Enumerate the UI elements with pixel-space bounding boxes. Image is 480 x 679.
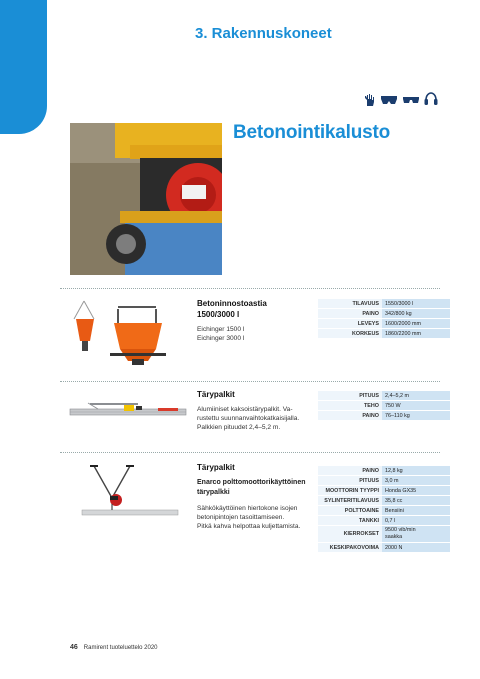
spec-table — [318, 298, 450, 339]
divider — [60, 288, 440, 289]
spec-row: PAINO 12,8 kg — [318, 466, 450, 475]
spec-table — [318, 465, 450, 553]
spec-row: PAINO 342/800 kg — [318, 309, 450, 318]
petrol-screed-photo — [80, 462, 180, 526]
chapter-tab — [0, 0, 47, 134]
spec-row: PITUUS 3,0 m — [318, 476, 450, 485]
spec-row: PAINO 76–110 kg — [318, 411, 450, 420]
ppe-icons — [364, 92, 438, 111]
page-number: 46 — [70, 644, 78, 651]
safety-goggles-icon — [380, 93, 398, 111]
screed-beam-photo — [68, 397, 188, 423]
divider — [60, 381, 440, 382]
glasses-icon — [402, 93, 420, 111]
footer-text: Ramirent tuoteluettelo 2020 — [83, 645, 158, 651]
section-title: Betonointikalusto — [233, 122, 391, 143]
concrete-saw-photo — [70, 123, 222, 275]
spec-row: KESKIPAKOVOIMA 2000 N — [318, 543, 450, 552]
product-title: Betoninnostoastia 1500/3000 l — [197, 299, 267, 319]
spec-row: PITUUS 2,4–5,2 m — [318, 391, 450, 400]
spec-row: TEHO 750 W — [318, 401, 450, 410]
concrete-bucket-photo — [70, 297, 180, 367]
spec-row: MOOTTORIN TYYPPI Honda GX35 — [318, 486, 450, 495]
spec-row: POLTTOAINE Bensiini — [318, 506, 450, 515]
divider — [60, 452, 440, 453]
product-subtitle: Enarco polttomoottorikäyttöinen tärypalkki — [197, 479, 306, 496]
page-footer — [70, 644, 158, 651]
spec-row: LEVEYS 1600/2000 mm — [318, 319, 450, 328]
product-description: Sähkökäyttöinen hiertokone isojen betonipintojen tasoittamiseen. Pitkä kahva helpottaa kuljettamista. — [197, 505, 301, 530]
product-title: Tärypalkit — [197, 463, 235, 472]
spec-table — [318, 390, 450, 421]
spec-row: TILAVUUS 1550/3000 l — [318, 299, 450, 308]
ear-protection-icon — [424, 92, 438, 111]
chapter-title: 3. Rakennuskoneet — [195, 25, 332, 42]
spec-row: KIERROKSET 9500 vib/min saakka — [318, 526, 450, 542]
spec-row: TANKKI 0,7 l — [318, 516, 450, 525]
glove-icon — [364, 93, 376, 111]
product-title: Tärypalkit — [197, 390, 235, 399]
spec-row: SYLINTERITILAVUUS 35,8 cc — [318, 496, 450, 505]
product-description: Eichinger 1500 l Eichinger 3000 l — [197, 326, 245, 342]
spec-row: KORKEUS 1860/2200 mm — [318, 329, 450, 338]
product-description: Alumiiniset kaksoistärypalkit. Va- rustettu suunnanvaihtokatkaisijalla. Palkkien pituudet 2,4–5,2 m. — [197, 406, 300, 431]
